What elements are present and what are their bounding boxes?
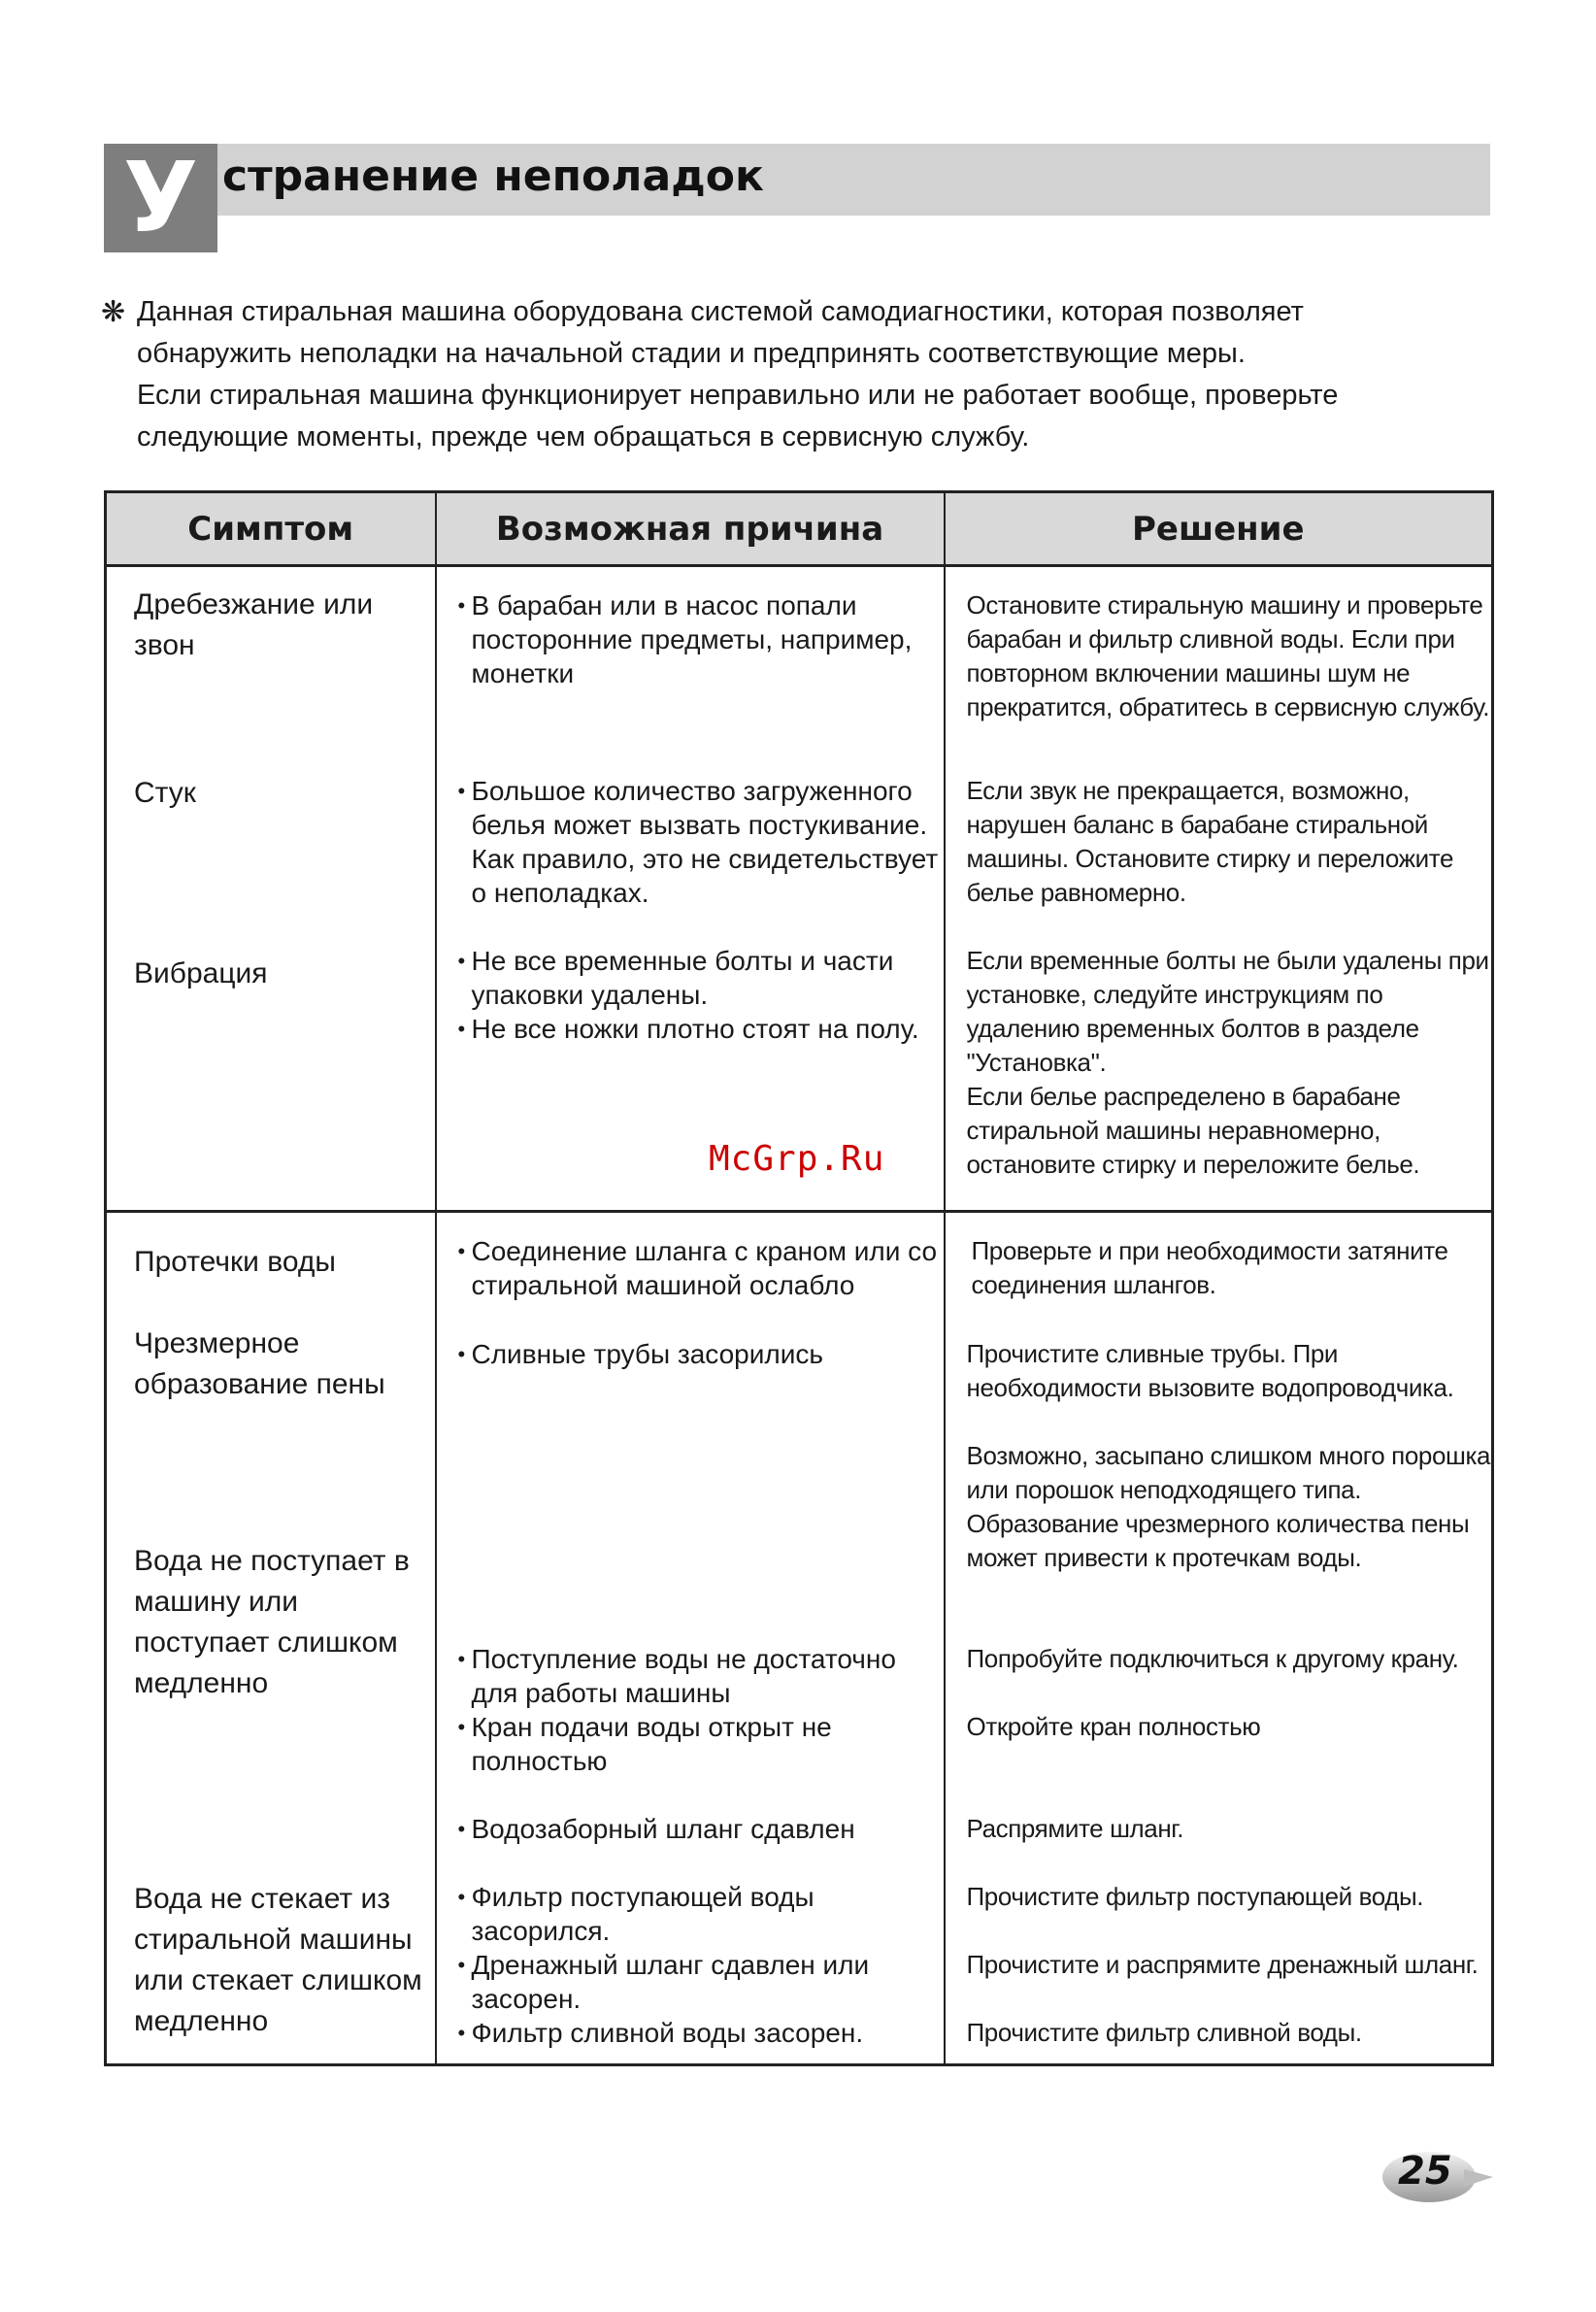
symptom-text: Дребезжание или звон (134, 588, 374, 661)
table-header-row (106, 492, 1493, 566)
cause-block (458, 588, 944, 690)
cause-bullet: • Кран подачи воды открыт не полностью (458, 1710, 944, 1778)
solution-text: Если белье распределено в барабане стиральной машины неравномерно, остановите стирку и переложите белье. (966, 1082, 1420, 1179)
intro-note (101, 291, 1499, 458)
cause-block (458, 774, 944, 910)
cause-bullet: • Водозаборный шланг сдавлен (458, 1812, 944, 1846)
symptom-text: Стук (134, 777, 196, 809)
solution-cell (945, 566, 1493, 1212)
cause-bullet: • Дренажный шланг сдавлен или засорен. (458, 1948, 944, 2016)
solution-text: Если звук не прекращается, возможно, нарушен баланс в барабане стиральной машины. Остановите стирку и переложите белье равномерно. (966, 776, 1454, 907)
symptom-cell (106, 1212, 436, 2065)
cause-bullet: • Большое количество загруженного белья может вызвать постукивание. Как правило, это не свидетельствует о неполадках. (458, 774, 944, 910)
symptom-text: Вибрация (134, 957, 268, 989)
cause-bullet: • Соединение шланга с краном или со стиральной машиной ослабло (458, 1234, 944, 1302)
symptom-text: Вода не поступает в машину или поступает слишком медленно (134, 1545, 410, 1699)
solution-text: Возможно, засыпано слишком много порошка или порошок неподходящего типа. Образование чрезмерного количества пены может привести к протечкам воды. (966, 1441, 1491, 1572)
cause-block (458, 1337, 944, 1371)
symptom-cell (106, 566, 436, 1212)
cause-bullet: • Фильтр сливной воды засорен. (458, 2016, 944, 2050)
column-header-symptom: Симптом (106, 492, 436, 566)
solution-text: Попробуйте подключиться к другому крану. (966, 1644, 1459, 1673)
table-row (106, 566, 1493, 1212)
cause-bullet: • Не все ножки плотно стоят на полу. (458, 1012, 944, 1046)
solution-text: Остановите стиральную машину и проверьте барабан и фильтр сливной воды. Если при повторном включении машины шум не прекратится, обратитесь в сервисную службу. (966, 590, 1490, 721)
intro-line: Если стиральная машина функционирует неправильно или не работает вообще, проверьте (137, 380, 1339, 411)
intro-line: Данная стиральная машина оборудована системой самодиагностики, которая позволяет (137, 296, 1304, 327)
column-header-solution: Решение (945, 492, 1493, 566)
intro-line: обнаружить неполадки на начальной стадии и предпринять соответствующие меры. (137, 338, 1246, 369)
cause-block (458, 1812, 944, 1846)
cause-block (458, 944, 944, 1046)
header-initial-letter: У (104, 144, 217, 252)
solution-text: Прочистите сливные трубы. При необходимости вызовите водопроводчика. (966, 1339, 1454, 1402)
solution-text: Прочистите фильтр сливной воды. (966, 2018, 1362, 2047)
solution-text: Если временные болты не были удалены при установке, следуйте инструкциям по удалению временных болтов в разделе "Установка". (966, 946, 1489, 1077)
column-header-cause: Возможная причина (436, 492, 945, 566)
cause-bullet: • Фильтр поступающей воды засорился. (458, 1880, 944, 1948)
symptom-text: Чрезмерное образование пены (134, 1327, 385, 1400)
intro-line: следующие моменты, прежде чем обращаться в сервисную службу. (137, 421, 1030, 452)
cause-cell (436, 566, 945, 1212)
symptom-text: Вода не стекает из стиральной машины или стекает слишком медленно (134, 1883, 422, 2037)
solution-cell (945, 1212, 1493, 2065)
cause-bullet: • Поступление воды не достаточно для работы машины (458, 1642, 944, 1710)
cause-bullet: • Не все временные болты и части упаковки удалены. (458, 944, 944, 1012)
solution-text: Распрямите шланг. (966, 1814, 1184, 1843)
cause-bullet: • В барабан или в насос попали посторонние предметы, например, монетки (458, 588, 944, 690)
cause-block (458, 1880, 944, 2050)
solution-text: Проверьте и при необходимости затяните соединения шлангов. (971, 1236, 1448, 1299)
troubleshooting-table (104, 490, 1494, 2066)
page-title: странение неполадок (222, 151, 764, 201)
watermark: McGrp.Ru (709, 1139, 885, 1179)
solution-text: Прочистите фильтр поступающей воды. (966, 1882, 1424, 1911)
page-number: 25 (1398, 2149, 1452, 2194)
cause-bullet: • Сливные трубы засорились (458, 1337, 944, 1371)
symptom-text: Протечки воды (134, 1246, 336, 1278)
cause-block (458, 1642, 944, 1778)
solution-text: Прочистите и распрямите дренажный шланг. (966, 1950, 1479, 1979)
asterism-icon: ❋ (101, 296, 126, 328)
cause-block (458, 1234, 944, 1302)
solution-text: Откройте кран полностью (966, 1712, 1261, 1741)
table-row (106, 1212, 1493, 2065)
cause-cell (436, 1212, 945, 2065)
